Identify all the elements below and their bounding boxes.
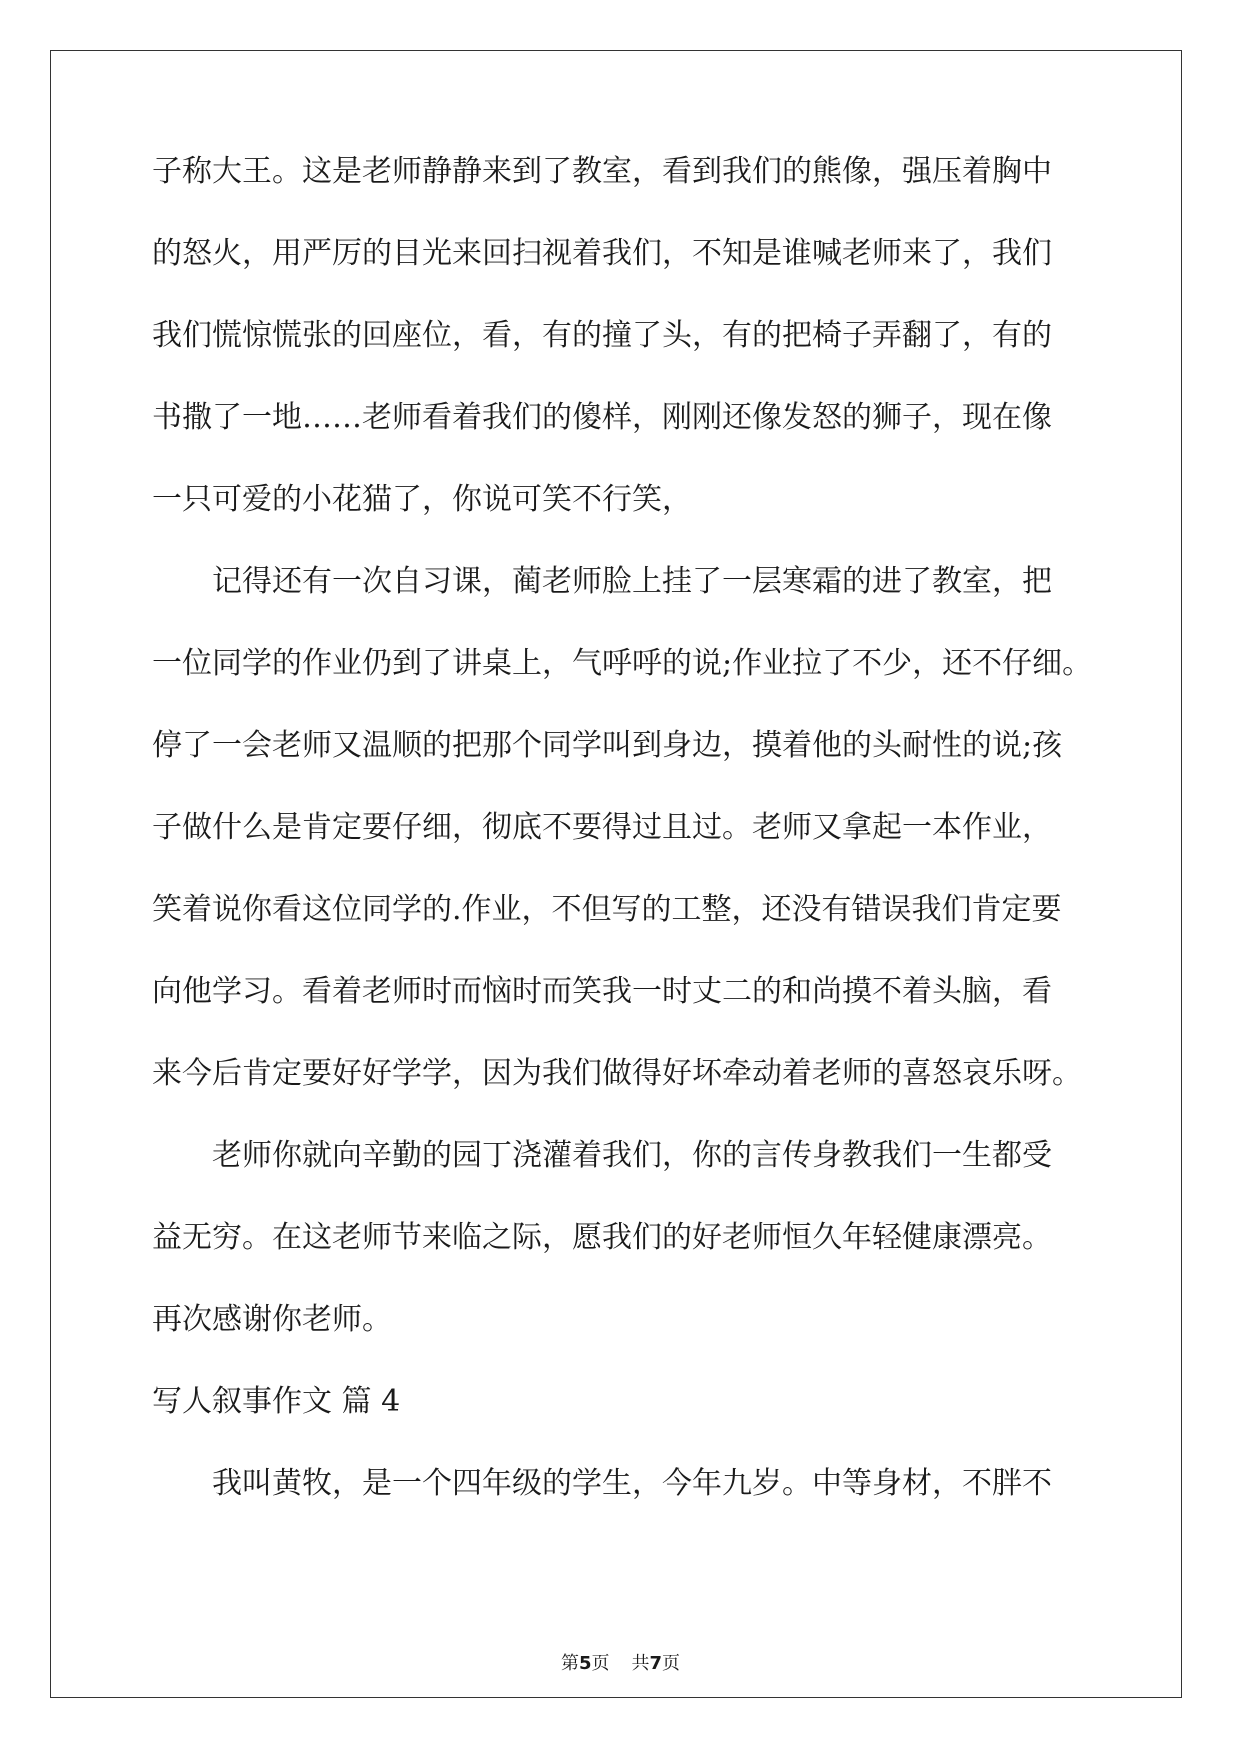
section-heading: 写人叙事作文 篇 4: [152, 1384, 401, 1419]
paragraph-start-line: 老师你就向辛勤的园丁浇灌着我们，你的言传身教我们一生都受: [212, 1138, 1052, 1173]
paragraph-start-line: 记得还有一次自习课，蔺老师脸上挂了一层寒霜的进了教室，把: [212, 564, 1052, 599]
total-prefix: 共: [631, 1653, 650, 1674]
total-suffix: 页: [662, 1653, 681, 1674]
text-line: 停了一会老师又温顺的把那个同学叫到身边，摸着他的头耐性的说;孩: [152, 728, 1063, 763]
text-line: 再次感谢你老师。: [152, 1302, 392, 1337]
page-prefix: 第: [560, 1653, 579, 1674]
text-line: 来今后肯定要好好学学，因为我们做得好坏牵动着老师的喜怒哀乐呀。: [152, 1056, 1082, 1091]
page-footer: [0, 1652, 1241, 1676]
current-page-number: 5: [578, 1653, 592, 1674]
page-border: [50, 50, 1182, 1698]
text-line: 益无穷。在这老师节来临之际，愿我们的好老师恒久年轻健康漂亮。: [152, 1220, 1052, 1255]
text-line: 子称大王。这是老师静静来到了教室，看到我们的熊像，强压着胸中: [152, 154, 1052, 189]
text-line: 笑着说你看这位同学的.作业，不但写的工整，还没有错误我们肯定要: [152, 892, 1062, 927]
total-page-number: 7: [649, 1653, 663, 1674]
text-line: 向他学习。看着老师时而恼时而笑我一时丈二的和尚摸不着头脑，看: [152, 974, 1052, 1009]
text-line: 书撒了一地……老师看着我们的傻样，刚刚还像发怒的狮子，现在像: [152, 400, 1052, 435]
page-suffix: 页: [591, 1653, 610, 1674]
text-line: 子做什么是肯定要仔细，彻底不要得过且过。老师又拿起一本作业，: [152, 810, 1052, 845]
text-line: 我们慌惊慌张的回座位，看，有的撞了头，有的把椅子弄翻了，有的: [152, 318, 1052, 353]
text-line: 一位同学的作业仍到了讲桌上，气呼呼的说;作业拉了不少，还不仔细。: [152, 646, 1093, 681]
text-line: 的怒火，用严厉的目光来回扫视着我们，不知是谁喊老师来了，我们: [152, 236, 1052, 271]
paragraph-start-line: 我叫黄牧，是一个四年级的学生，今年九岁。中等身材，不胖不: [212, 1466, 1052, 1501]
text-line: 一只可爱的小花猫了，你说可笑不行笑，: [152, 482, 692, 517]
